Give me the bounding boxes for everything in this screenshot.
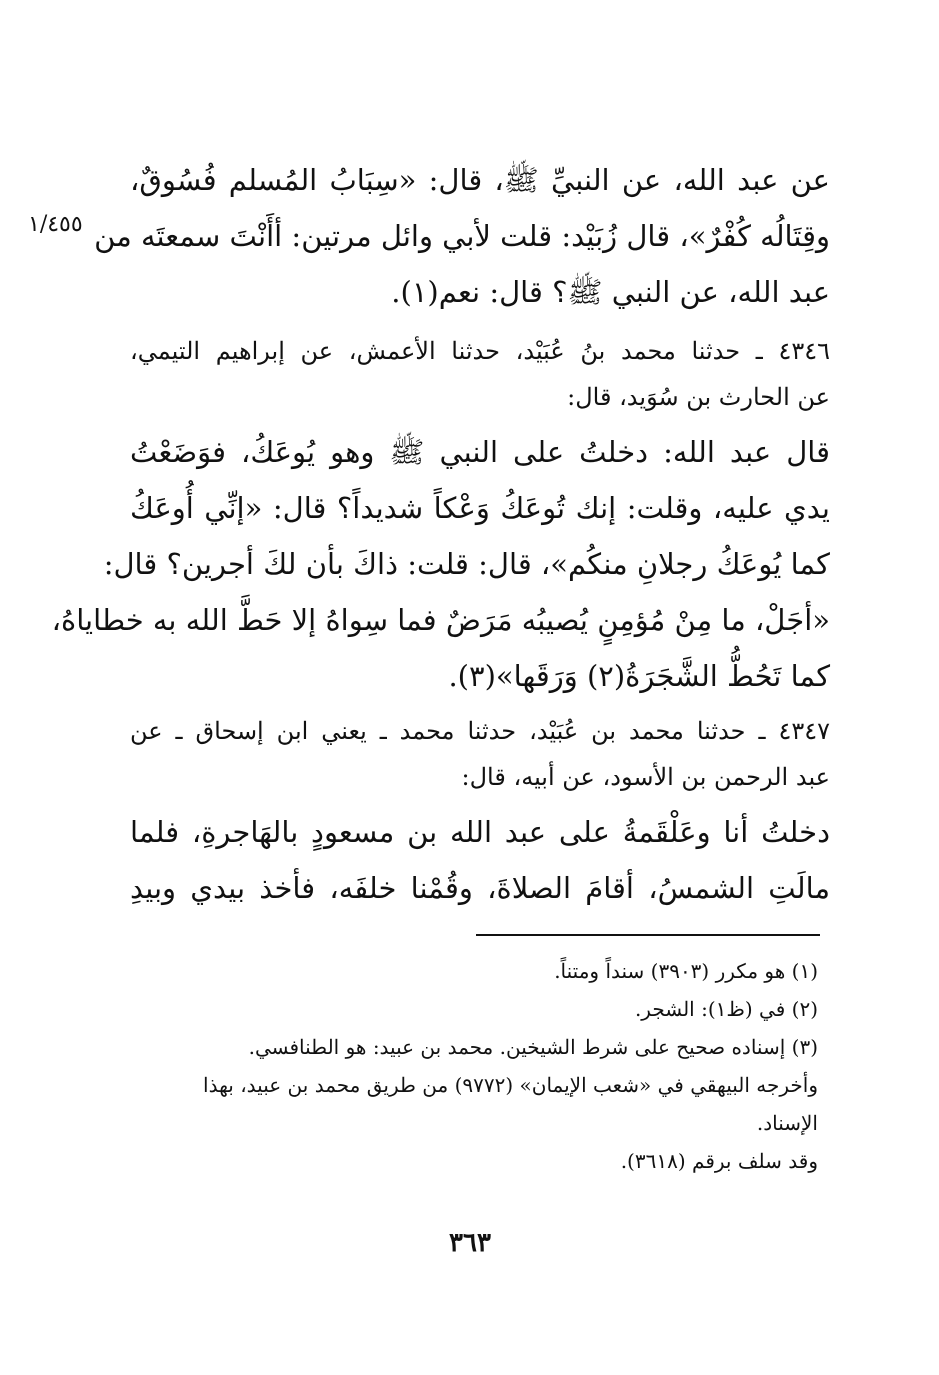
text-line: عن عبد الله، عن النبيِّ ﷺ، قال: «سِبَابُ المُسلم فُسُوقٌ،	[130, 163, 830, 197]
text-line: عبد الرحمن بن الأسود، عن أبيه، قال:	[461, 763, 830, 791]
hadith-text-block	[94, 152, 830, 320]
footnote-line: (٣) إسناده صحيح على شرط الشيخين. محمد بن عبيد: هو الطنافسي.	[248, 1035, 818, 1059]
text-line: مالَتِ الشمسُ، أقامَ الصلاةَ، وقُمْنا خلفَه، فأخذ بيدي وبيدِ	[130, 871, 830, 905]
text-line: «أجَلْ، ما مِنْ مُؤمِنٍ يُصيبُه مَرَضٌ فما سِواهُ إلا حَطَّ الله به خطاياهُ،	[51, 603, 830, 637]
text-line: كما تَحُطُّ الشَّجَرَةُ(٢) وَرَقَها»(٣).	[448, 659, 830, 693]
text-line: دخلتُ أنا وعَلْقَمةُ على عبد الله بن مسعودٍ بالهَاجرةِ، فلما	[130, 815, 830, 849]
footnote-line: (٢) في (ظ١): الشجر.	[634, 997, 818, 1021]
text-line: عن الحارث بن سُوَيد، قال:	[567, 383, 830, 411]
footnote-separator	[476, 934, 820, 936]
text-line: ٤٣٤٧ ـ حدثنا محمد بن عُبَيْد، حدثنا محمد ـ يعني ابن إسحاق ـ عن	[130, 717, 830, 745]
text-line: كما يُوعَكُ رجلانِ منكُم»، قال: قلت: ذاكَ بأن لكَ أجرين؟ قال:	[103, 547, 830, 581]
footnote-line: الإسناد.	[756, 1111, 818, 1135]
footnote-line: وأخرجه البيهقي في «شعب الإيمان» (٩٧٧٢) من طريق محمد بن عبيد، بهذا	[203, 1073, 818, 1097]
footnote-line: وقد سلف برقم (٣٦١٨).	[620, 1149, 818, 1173]
margin-reference: ١/٤٥٥	[28, 212, 83, 237]
page-number: ٣٦٣	[449, 1228, 491, 1258]
text-line: ٤٣٤٦ ـ حدثنا محمد بنُ عُبَيْد، حدثنا الأعمش، عن إبراهيم التيمي،	[130, 337, 830, 365]
text-line: وقِتَالُه كُفْرٌ»، قال زُبَيْد: قلت لأبي وائل مرتين: أأَنْتَ سمعتَه من	[94, 219, 830, 253]
footnotes	[150, 952, 818, 1180]
text-line: قال عبد الله: دخلتُ على النبي ﷺ وهو يُوعَكُ، فوَضَعْتُ	[130, 435, 830, 469]
isnad-block-4347	[130, 708, 830, 800]
isnad-block-4346	[130, 328, 830, 420]
text-line: يدي عليه، وقلت: إنك تُوعَكُ وَعْكاً شديداً؟ قال: «إنِّي أُوعَكُ	[130, 491, 830, 525]
text-line: عبد الله، عن النبي ﷺ؟ قال: نعم(١).	[391, 275, 830, 309]
hadith-text-block	[130, 804, 830, 916]
footnote-line: (١) هو مكرر (٣٩٠٣) سنداً ومتناً.	[554, 959, 818, 983]
hadith-text-block	[51, 424, 830, 704]
